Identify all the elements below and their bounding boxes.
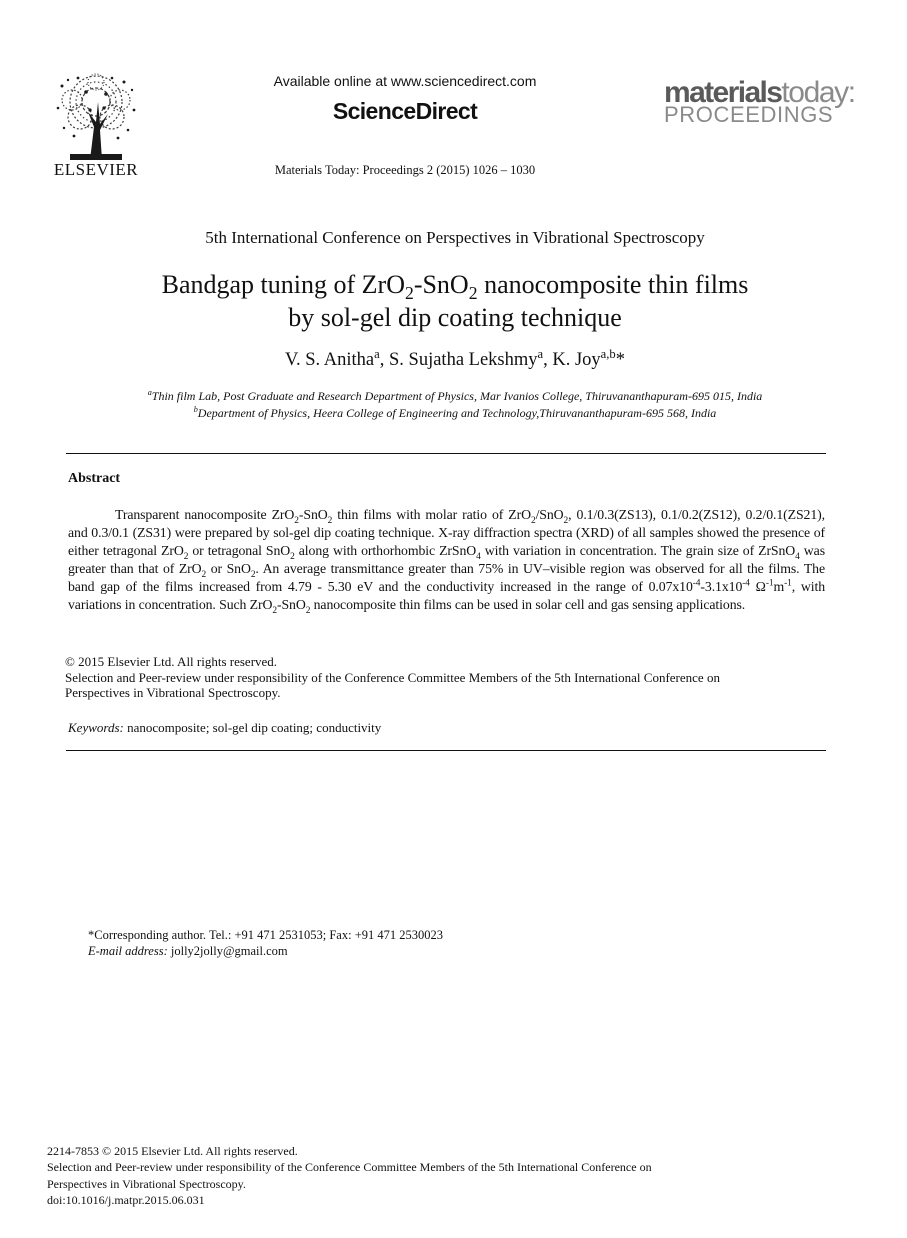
email-address[interactable]: jolly2jolly@gmail.com [167,944,288,958]
mt-logo-word2: today [781,76,848,109]
title-subscript: 2 [404,283,414,304]
affiliation-text: Department of Physics, Heera College of Engineering and Technology,Thiruvananthapuram-695 568, India [197,406,717,420]
footer-doi[interactable]: doi:10.1016/j.matpr.2015.06.031 [47,1193,205,1208]
available-online-text: Available online at www.sciencedirect.com [273,73,537,89]
sciencedirect-brand: ScienceDirect [332,98,478,124]
title-subscript: 2 [468,283,478,304]
page-footer [47,1143,847,1209]
copyright-line: Perspectives in Vibrational Spectroscopy. [65,685,281,700]
copyright-line: © 2015 Elsevier Ltd. All rights reserved. [65,654,278,669]
title-part: -SnO [413,270,469,299]
corresponding-author-note [88,927,788,959]
affiliation-mark: b [193,405,198,414]
mt-logo-colon: : [847,76,857,109]
author-list [60,346,850,371]
affiliation-mark: a [147,388,152,397]
abstract-body: Transparent nanocomposite ZrO$_2$-SnO$_2$ thin films with molar ratio of ZrO$_2$/SnO$_2$, 0.1/0.3(ZS13), 0.1/0.2(ZS12), 0.2/0.1(ZS21), and 0.3/0.1 (ZS31) were prepared by sol-gel dip coating technique. X-ray diffraction spectra (XRD) of all samples showed the presence of either tetragonal ZrO$_2$ or tetragonal SnO$_2$ along with orthorhombic ZrSnO$_4$ with variation in concentration. The grain size of ZrSnO$_4$ was greater than that of ZrO$_2$ or SnO$_2$. An average transmittance greater than 75% in UV–visible region was observed for all the films. The band gap of the films increased from 4.79 - 5.30 eV and the conductivity increased in the range of $0.07x10^{-4}-3.1x10^{-4}$ $\Omega^{-1}m^{-1}$, with variations in concentration. Such ZrO$_2$-SnO$_2$ nanocomposite thin films can be used in solar cell and gas sensing applications. [68,507,825,616]
affiliation-b [60,406,850,421]
footer-issn: 2214-7853 © 2015 Elsevier Ltd. All rights reserved. [47,1144,298,1158]
affiliation-text: Thin film Lab, Post Graduate and Research Department of Physics, Mar Ivanios College, Thiruvananthapuram-695 015, India [151,389,763,403]
abstract-heading: Abstract [68,471,121,486]
author-affil-mark: a,b [600,346,616,361]
email-label: E-mail address: [88,944,168,958]
author-affil-mark: a [374,346,380,361]
keywords-line [68,720,828,736]
title-part: nanocomposite thin films [477,270,749,299]
title-line2: by sol-gel dip coating technique [288,303,622,332]
keywords-text: nanocomposite; sol-gel dip coating; conductivity [123,720,382,735]
keywords-label: Keywords: [68,720,124,735]
author-separator: , [379,350,389,370]
title-part: Bandgap tuning of ZrO [161,270,405,299]
author-name: V. S. Anitha [285,350,375,370]
corresponding-star: * [615,350,625,370]
copyright-line: Selection and Peer-review under responsibility of the Conference Committee Members of the 5th International Conference on [65,669,720,685]
author-name: K. Joy [552,350,601,370]
divider-bottom [66,750,826,751]
author-separator: , [543,350,553,370]
footer-review: Selection and Peer-review under responsibility of the Conference Committee Members of the 5th International Conference on [47,1160,652,1175]
author-name: S. Sujatha Lekshmy [389,350,538,370]
paper-title [60,268,850,334]
corresponding-contact: *Corresponding author. Tel.: +91 471 2531053; Fax: +91 471 2530023 [88,928,443,942]
divider-top [66,453,826,454]
journal-reference: Materials Today: Proceedings 2 (2015) 1026 – 1030 [274,163,536,177]
materials-today-logo [664,78,864,126]
publisher-name: ELSEVIER [53,160,139,179]
conference-name: 5th International Conference on Perspectives in Vibrational Spectroscopy [205,228,705,247]
mt-logo-proceedings: PROCEEDINGS [664,102,834,127]
footer-review-cont: Perspectives in Vibrational Spectroscopy. [47,1176,246,1191]
mt-logo-word1: materials [664,76,782,109]
copyright-block [65,654,825,701]
affiliation-a [60,389,850,404]
author-affil-mark: a [537,346,544,361]
